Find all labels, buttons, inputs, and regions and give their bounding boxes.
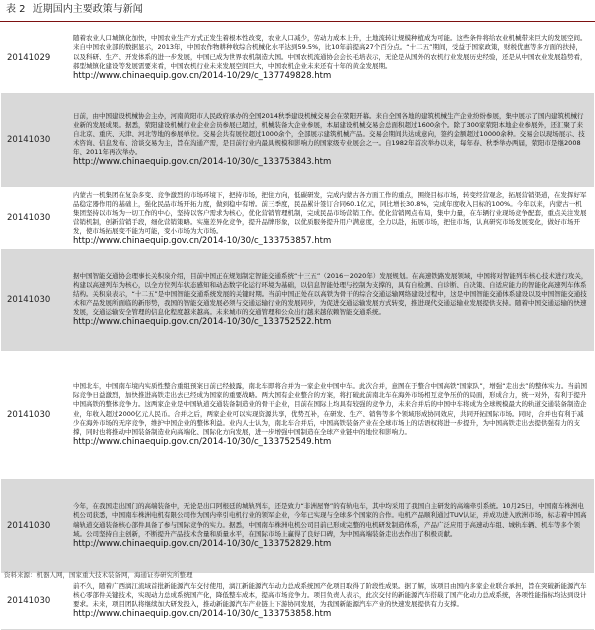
table-title-bar bbox=[0, 0, 595, 22]
news-url-link[interactable]: http://www.chinaequip.gov.cn/2014-10/30/c_133752522.htm bbox=[73, 317, 332, 328]
source-note: 资料来源：机器人网，国家重大技术装备网，海通证券研究所整理 bbox=[4, 571, 193, 579]
news-text: 日前，由中国建设机械协会主办，河南黄阳市人民政府承办的全国2014秋季建设机械交易会在荥阳开幕。来自全国各地的建筑机械生产企业纷纷参展，集中展示了国内建筑机械行业新的发展成果。据悉，荥阳建设机械行业企业会员参展已超过，机械装备大企业参展，本届建设机械交易会总面积超过1600余个。除了300家荥阳本地企业参展外，还汇聚了来自北京、重庆、天津、河北等地的参展单位。交易会共有展位超过1000余个，全部展示建筑机械产品。交易会期间共达成意向，签约金额超过10000余种。交易会以现场展示、技术咨询、信息发布、洽谈交易为主，旨在沟通产需，是目前行业内最具规模和影响力的国家级专业展会之一。自1982年首次举办以来，每年春、秋季举办两届，荥阳市是继2008年、2011年再次举办。 bbox=[73, 111, 585, 157]
news-url-link[interactable]: http://www.chinaequip.gov.cn/2014-10/29/c_137749828.htm bbox=[73, 70, 332, 81]
row-date: 20141030 bbox=[1, 94, 65, 187]
row-date: 20141029 bbox=[1, 23, 65, 94]
row-content bbox=[65, 573, 594, 630]
news-url-link[interactable]: http://www.chinaequip.gov.cn/2014-10/30/c_133753857.htm bbox=[73, 236, 332, 245]
table-row bbox=[1, 480, 594, 573]
news-text: 据中国智能交通协会理事长关积泉介绍，目前中国正在规划制定智能交通系统“十三五”（2016－2020年）发展规划。在高速铁路发展领域，中国将对智能列车核心技术进行攻关，构建以高速列车为核心，以全方位列车状态感知和动态数字化运行环境为基础，以信息智能处理与控制为支撑的，具有自检测、自诊断、自决策、自适应能力的智能化高速列车体系结构。关积泉表示，“十二五”是中国智能交通系统发展的关键时期。当前中国正处在以高铁为骨干的综合交通运输网络建设过程中，这是中国智能交通体系建设以及中国智能交通技术和产品发展所面临的新形势，我国的智能交通发展必须与交通运输行业的发展同步，为促进交通运输发展方式转变，推进现代交通运输业发展提供支持。随着中国交通运输的快速发展，交通运输安全管理的信息化程度越来越高。未来城市的交通管理和公众出行越来越依赖智能交通系统。 bbox=[73, 271, 588, 317]
news-text: 内蒙古一机集团在复杂多变、竞争激烈的市场环境下，把持市场，把住方向，低碳研发，完成内蒙古各方面工作的重点，围绕目标市场，转变经营观念，拓展营销渠道，在发挥好军品稳定器作用的基础上，强化民品市场开拓力度，做到稳中有增。前三季度，民品累计签订合同60.1亿元，同比增长30.8%，完成年度收入目标的100%。今年以来，内蒙古一机集团坚持以市场为一切工作的中心，坚持以客户需求为核心，优化营销管理机制，完成民品市场营销工作。优化营销网点布局，集中力量，在车辆行业现场竞争配套，重点关注发展营销机制，创新营销手段，细化营销策略。实施差异化竞争，提升品牌形象，以优质服务提升用户满意度，全力以赴，拓展市场，把住市场，认真研究市场发展变化，做好市场开发，使市场拓展变不能为可能，变小市场为大市场。 bbox=[73, 191, 587, 236]
row-content bbox=[65, 23, 594, 94]
row-content bbox=[65, 94, 594, 187]
table-label: 表 2 bbox=[6, 4, 26, 15]
row-content bbox=[65, 480, 594, 573]
news-url-link[interactable]: http://www.chinaequip.gov.cn/2014-10/30/c_133752829.htm bbox=[73, 538, 332, 549]
news-text: 中国北车，中国南车境内实质性整合重组预案日前已经披露，南北车即将合并为一家企业中国中车。此次合并，意图在于整合中国高铁“国家队”，增强“走出去”的整体实力。当前国际竞争日益激烈，加快推进高铁走出去已经成为国家的重要战略。两大国有企业整合的方案，将打破此前南北车在海外市场相互竞争压价的局面，形成合力，统一对外，有利于提升中国高铁的整体竞争力。这两家企业是中国轨道交通装备制造业的骨干企业，目前在国际上均具有较强的竞争力，未来合并后的中国中车将成为全球规模最大的轨道交通装备制造企业，年收入超过2000亿元人民币。合并之后，两家企业可以实现资源共享，优势互补，在研发、生产、销售等多个领域形成协同效应，共同开拓国际市场。同时，合并也有利于减少在海外市场的无序竞争，维护中国企业的整体利益。业内人士认为，南北车合并后，中国高铁装备产业在全球市场上的话语权将进一步提升，为中国高铁走出去提供强有力的支撑，同时也将推动中国装备制造业向高端化、国际化方向发展，进一步增强中国制造在全球产业链中的地位和影响力。 bbox=[73, 382, 587, 436]
news-table-body bbox=[1, 23, 594, 630]
row-date: 20141030 bbox=[1, 187, 65, 250]
table-row bbox=[1, 187, 594, 250]
row-content bbox=[65, 187, 594, 250]
news-text: 随着农业人口城镇化加快，中国农业生产方式正发生着根本性改变，农业人口减少，劳动力成本上升，土地流转让规模种植成为可能。这些条件将给农业机械带来巨大的发展空间。来自中国农业部的数据显示，2013年，中国农作物耕种收综合机械化水平达到59.5%，比10年前提高27个百分点。“十二五”期间，受益于国家政策，财税优惠等多方面的扶持，以及科研、生产、开发体系的进一步发展，中国已成为世界农机制造大国。中国农机流通协会会长毛培表示，无论是从国外的农机行业发展历史经验，还是从中国农业发展趋势看，郝型城镇化建设等发展需要来看，中国农机行业未来发展空间巨大，中国农机企业未来还有十年的黄金发展期。 bbox=[73, 34, 587, 70]
table-row bbox=[1, 94, 594, 187]
row-date: 20141030 bbox=[1, 480, 65, 573]
row-date: 20141030 bbox=[1, 573, 65, 630]
row-date: 20141030 bbox=[1, 250, 65, 351]
news-table bbox=[1, 23, 594, 630]
news-url-link[interactable]: http://www.chinaequip.gov.cn/2014-10/30/c_133753858.htm bbox=[73, 609, 332, 620]
row-date: 20141030 bbox=[1, 351, 65, 480]
table-title: 近期国内主要政策与新闻 bbox=[32, 4, 143, 15]
news-url-link[interactable]: http://www.chinaequip.gov.cn/2014-10/30/c_133753843.htm bbox=[73, 157, 332, 168]
table-row bbox=[1, 351, 594, 480]
news-url-link[interactable]: http://www.chinaequip.gov.cn/2014-10/30/c_133752549.htm bbox=[73, 436, 332, 447]
table-row bbox=[1, 573, 594, 630]
news-text: 今年，在我国走出国门的高端装备中，无论是出口阿根廷的城轨列车，还是致力“非洲屋脊”的有轨电车，其中均采用了我国自主研发的高端牵引系统。10月25日，中国南车株洲电机公司获悉，中国南车株洲电机有限公司作为国内牵引电机行业的领军企业，今年已实现与全球多个国家的合作。电机产品顺利通过TUV认证，并成功进入欧洲市场，标志着中国高端轨道交通装备核心部件具备了参与国际竞争的实力。据悉，中国南车株洲电机公司目前已形成完整的电机研发制造体系，产品广泛应用于高速动车组、城轨车辆、机车等多个领域。公司坚持自主创新，不断提升产品技术含量和质量水平，在国际市场上赢得了良好口碑，为中国高端装备走出去作出了积极贡献。 bbox=[73, 502, 587, 538]
news-text: 前不久，随着广西漓江流域首批新能源汽车交付使用，漓江新能源汽车动力总成系统国产化项目取得了阶段性成果。据了解，该项目由国内多家企业联合承担，旨在突破新能源汽车核心零部件关键技术，实现动力总成系统国产化，降低整车成本，提高市场竞争力。项目负责人表示，此次交付的新能源汽车搭载了国产化动力总成系统，各项性能指标均达到设计要求。未来，项目团队将继续加大研发投入，推动新能源汽车产业链上下游协同发展，为我国新能源汽车产业的快速发展提供有力支撑。 bbox=[73, 581, 587, 609]
table-row bbox=[1, 23, 594, 94]
row-content bbox=[65, 250, 594, 351]
row-content bbox=[65, 351, 594, 480]
table-row bbox=[1, 250, 594, 351]
